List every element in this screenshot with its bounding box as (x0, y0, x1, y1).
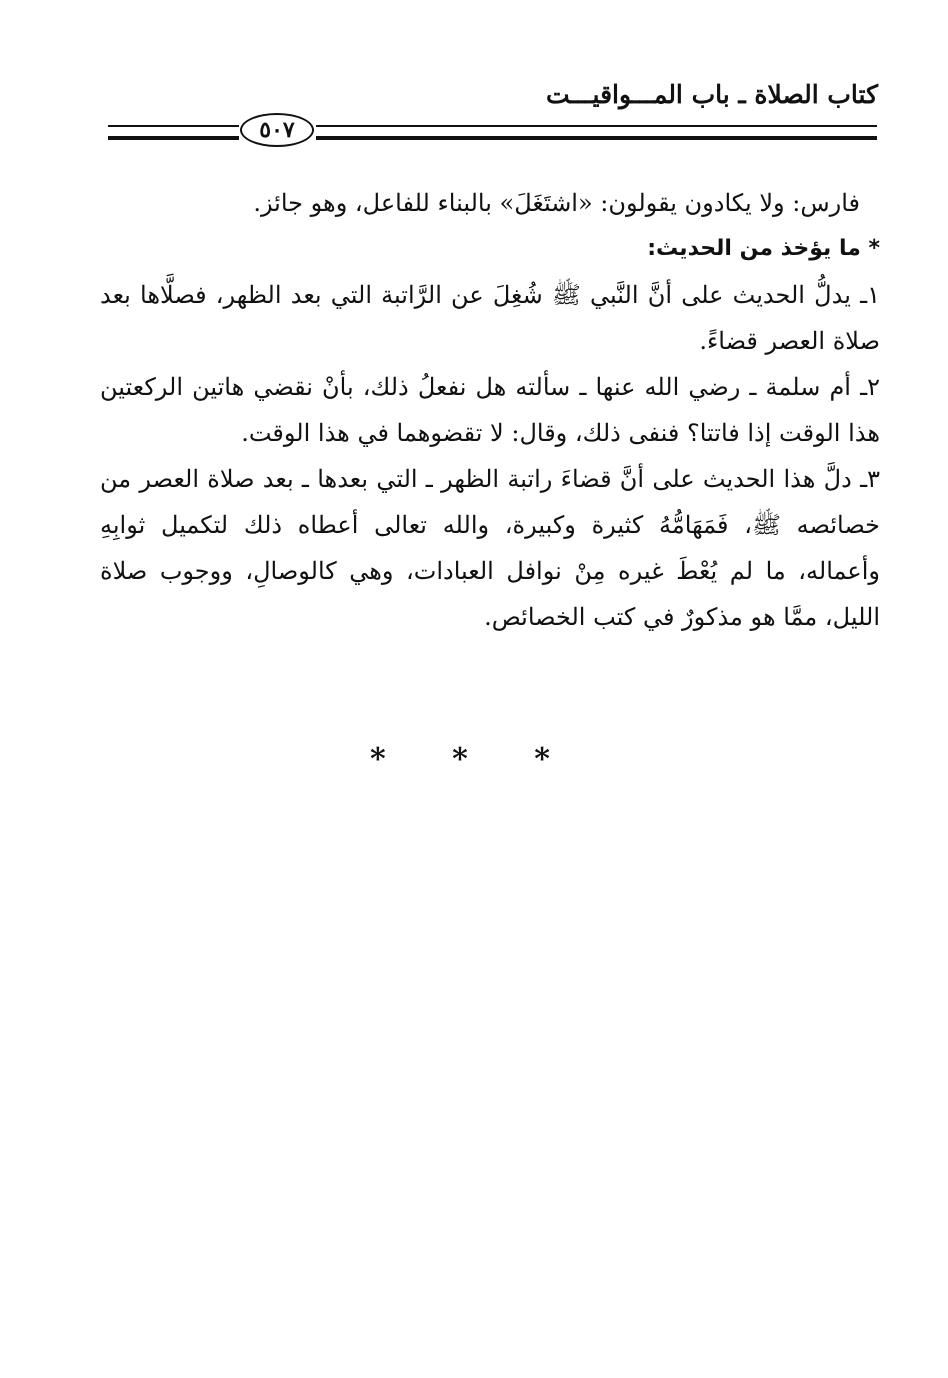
point-text: يدلُّ الحديث على أنَّ النَّبي ﷺ شُغِلَ عن الرَّاتبة التي بعد الظهر، فصلَّاها بعد صلاة العصر قضاءً. (100, 281, 880, 355)
point-3 (100, 456, 880, 640)
point-number: ٢ـ (860, 373, 880, 401)
section-separator: * * * (370, 742, 578, 777)
point-text: أم سلمة ـ رضي الله عنها ـ سألته هل نفعلُ ذلك، بأنْ نقضي هاتين الركعتين هذا الوقت إذا فاتتا؟ فنفى ذلك، وقال: لا تقضوهما في هذا الوقت. (100, 373, 880, 447)
point-1 (100, 272, 880, 364)
point-number: ٣ـ (860, 465, 880, 493)
running-title: كتاب الصلاة ـ باب المـــواقيـــت (546, 80, 878, 109)
page-number: ٥٠٧ (240, 113, 314, 147)
point-number: ١ـ (860, 281, 881, 309)
point-text: دلَّ هذا الحديث على أنَّ قضاءَ راتبة الظهر ـ التي بعدها ـ بعد صلاة العصر من خصائصه ﷺ، فَمَهَامُّهُ كثيرة وكبيرة، والله تعالى أعطاه ذلك لتكميل ثوابِهِ وأعماله، ما لم يُعْطَ غيره مِنْ نوافل العبادات، وهي كالوصالِ، ووجوب صلاة الليل، ممَّا هو مذكورٌ في كتب الخصائص. (100, 465, 880, 631)
header-rule-right (316, 125, 877, 140)
main-text (100, 180, 880, 640)
section-heading: * ما يؤخذ من الحديث: (647, 236, 880, 261)
intro-line: فارس: ولا يكادون يقولون: «اشتَغَلَ» بالبناء للفاعل، وهو جائز. (253, 189, 860, 217)
point-2 (100, 364, 880, 456)
header-rule-left (108, 125, 239, 140)
